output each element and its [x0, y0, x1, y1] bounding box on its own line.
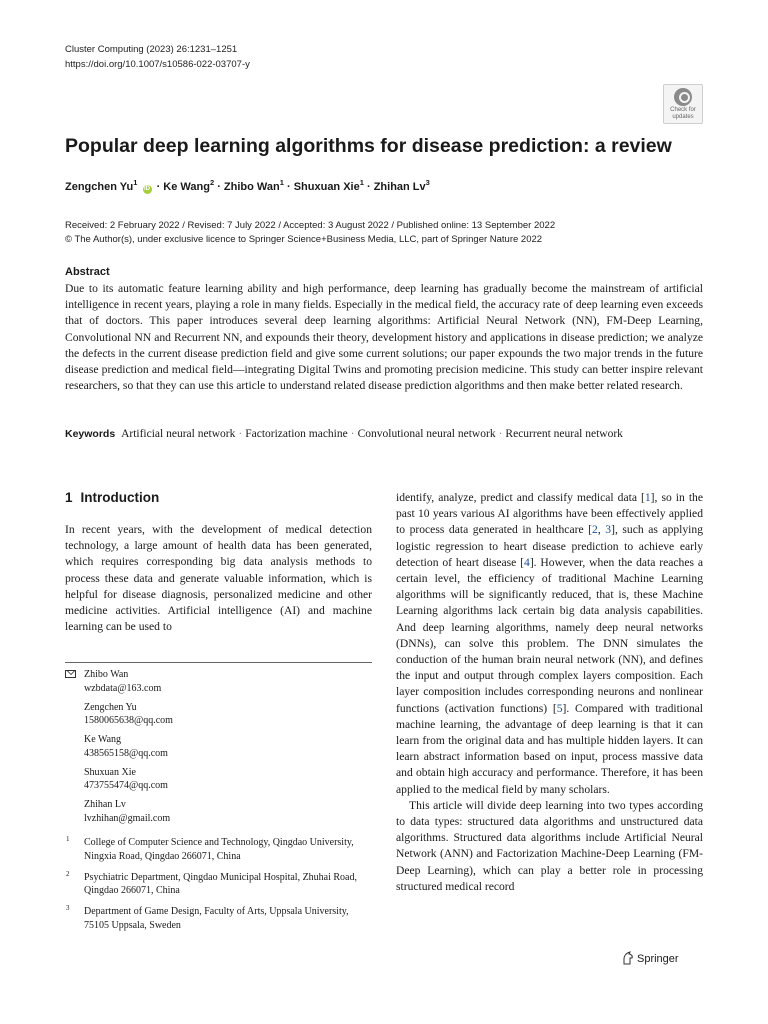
contact-email[interactable]: 473755474@qq.com [84, 780, 168, 791]
intro-paragraph-right-2: This article will divide deep learning into two types according to data types: structured data algorithms and unstructured data algorithms. Structured data algorithms include Artificial Neural Network (ANN) and Factorization Machine-Deep Learning (FM-Deep Learning), which can play a better role in processing structured medical record [396, 798, 703, 893]
intro-column-right [396, 490, 703, 895]
contact-entry [65, 798, 375, 825]
affiliation-text: College of Computer Science and Technology, Qingdao University, Ningxia Road, Qingdao 266071, China [84, 837, 354, 862]
contact-email[interactable]: 1580065638@qq.com [84, 715, 173, 726]
keywords-label: Keywords [65, 428, 116, 440]
contact-list [65, 668, 375, 831]
section-number: 1 [65, 490, 73, 505]
author-separator: · [286, 181, 291, 193]
affiliation-entry [65, 871, 375, 898]
author-affiliation-mark: 1 [359, 178, 364, 187]
keywords [65, 428, 715, 440]
section-heading-introduction [65, 490, 159, 505]
author-separator: · [217, 181, 221, 193]
footnote-divider [65, 662, 372, 663]
author-separator: · [156, 181, 161, 193]
affiliation-text: Department of Game Design, Faculty of Arts, Uppsala University, 75105 Uppsala, Sweden [84, 906, 349, 931]
section-title: Introduction [80, 490, 160, 505]
contact-name: Zengchen Yu [84, 701, 137, 713]
author-separator: · [366, 181, 371, 193]
keyword: Convolutional neural network [357, 428, 496, 440]
badge-line-2: updates [672, 113, 694, 120]
affiliation-entry [65, 836, 375, 863]
keyword: Recurrent neural network [505, 428, 623, 440]
paragraph-text: , [597, 523, 606, 537]
author-affiliation-mark: 1 [133, 178, 138, 187]
orcid-icon[interactable]: iD [144, 186, 150, 192]
contact-entry [65, 733, 375, 760]
history-dates: Received: 2 February 2022 / Revised: 7 July 2022 / Accepted: 3 August 2022 / Published online: 13 September 2022 [65, 220, 556, 231]
publisher-name: Springer [637, 953, 679, 965]
affiliation-entry [65, 905, 375, 932]
keyword-separator: · [350, 428, 355, 440]
author-name: Ke Wang [163, 181, 210, 193]
copyright-notice: © The Author(s), under exclusive licence to Springer Science+Business Media, LLC, part of Springer Nature 2022 [65, 234, 543, 245]
paragraph-text: ], such as applying logistic regression to heart disease prediction to achieve early detection of heart disease [ [396, 523, 703, 569]
contact-email[interactable]: 438565158@qq.com [84, 747, 168, 759]
author-name: Zhihan Lv [373, 181, 426, 193]
badge-line-1: Check for [670, 107, 696, 113]
author-affiliation-mark: 1 [279, 178, 284, 187]
paragraph-text: ]. However, when the data reaches a certain level, the efficiency of traditional Machine Learning algorithms will be significantly reduced, that is, these Machine Learning algorithms lack certain big data analysis capabilities. And deep learning algorithms, namely deep neural networks (DNNs), can solve this problem. The DNN simulates the conduction of the human brain neural network (NN), and defines the input and output through complex layers composition. Each layer composition includes corresponding neurons and nonlinear functions (activation functions) [ [396, 555, 703, 715]
author-affiliation-mark: 3 [425, 178, 430, 187]
journal-header [65, 42, 250, 72]
contact-email[interactable]: wzbdata@163.com [84, 682, 162, 694]
affiliation-text: Psychiatric Department, Qingdao Municipal Hospital, Zhuhai Road, Qingdao 266071, China [84, 871, 357, 896]
publisher-footer [621, 951, 679, 965]
contact-name: Ke Wang [84, 734, 122, 745]
envelope-icon [65, 670, 76, 678]
author-name: Zhibo Wan [223, 181, 280, 193]
affiliation-number: 2 [66, 869, 70, 878]
affiliation-list [65, 836, 375, 940]
contact-email[interactable]: lvzhihan@gmail.com [84, 812, 171, 824]
affiliation-number: 3 [66, 904, 70, 912]
intro-paragraph-right [396, 490, 703, 798]
contact-name: Zhibo Wan [84, 669, 129, 680]
contact-entry [65, 766, 375, 793]
contact-name: Shuxuan Xie [84, 766, 136, 778]
abstract-text: Due to its automatic feature learning ability and high performance, deep learning has gradually become the mainstream of artificial intelligence in recent years, playing a role in many fields. Especially in the medical field, the accuracy rate of deep learning even exceeds that of doctors. This paper introduces several deep learning algorithms: Artificial Neural Network (NN), FM-Deep Learning, Convolutional NN and Recurrent NN, and expounds their theory, development history and applications in disease prediction; we analyze the defects in the current disease prediction field and give some current solutions; our paper expounds the two major trends in the future disease prediction and medical field—integrating Digital Twins and promoting precision medicine. This study can better inspire relevant researchers, so that they can use this article to understand related disease prediction algorithms and then make better related research. [65, 282, 703, 393]
update-icon [674, 88, 692, 106]
paragraph-text: ]. Compared with traditional machine learning, the advantage of deep learning is that it can learn from the original data and has multiple hidden layers. It can learn abstract information based on input, process massive data and obtain high accuracy and performance. Therefore, it has been applied to the medical field by many scholars. [396, 701, 703, 796]
author-affiliation-mark: 2 [209, 178, 215, 187]
contact-entry [65, 668, 375, 695]
keyword: Factorization machine [245, 428, 348, 440]
journal-citation: Cluster Computing (2023) 26:1231–1251 [65, 44, 238, 55]
contact-entry [65, 701, 375, 728]
paper-title: Popular deep learning algorithms for disease prediction: a review [65, 135, 672, 157]
keyword-separator: · [238, 428, 243, 440]
author-name: Shuxuan Xie [293, 181, 360, 193]
keyword-separator: · [498, 428, 503, 440]
citation-link[interactable]: 1 [644, 491, 651, 504]
citation-link[interactable]: 3 [605, 523, 612, 537]
abstract-heading: Abstract [65, 266, 110, 278]
affiliation-number: 1 [66, 835, 70, 843]
author-name: Zengchen Yu [65, 181, 134, 193]
paragraph-text: ], so in the past 10 years various AI algorithms have been effectively applied to process data generated in healthcare [ [396, 491, 703, 537]
doi-link[interactable]: https://doi.org/10.1007/s10586-022-03707-y [65, 59, 250, 70]
keyword: Artificial neural network [121, 428, 236, 440]
author-list [65, 178, 430, 194]
contact-name: Zhihan Lv [84, 799, 126, 810]
citation-link[interactable]: 2 [592, 523, 598, 537]
check-for-updates-badge[interactable] [663, 84, 703, 124]
citation-link[interactable]: 5 [556, 701, 563, 715]
springer-horse-icon [621, 951, 634, 965]
citation-link[interactable]: 4 [524, 555, 530, 569]
intro-paragraph-left: In recent years, with the development of medical detection technology, a large amount of health data has been generated, which requires corresponding big data analysis methods to process these data and generate valuable information, which is helpful for disease diagnosis, personalized medicine and other medicine activities. Artificial intelligence (AI) and machine learning can be used to [65, 523, 372, 634]
publication-dates [65, 219, 555, 247]
paragraph-text: identify, analyze, predict and classify medical data [ [396, 491, 645, 504]
